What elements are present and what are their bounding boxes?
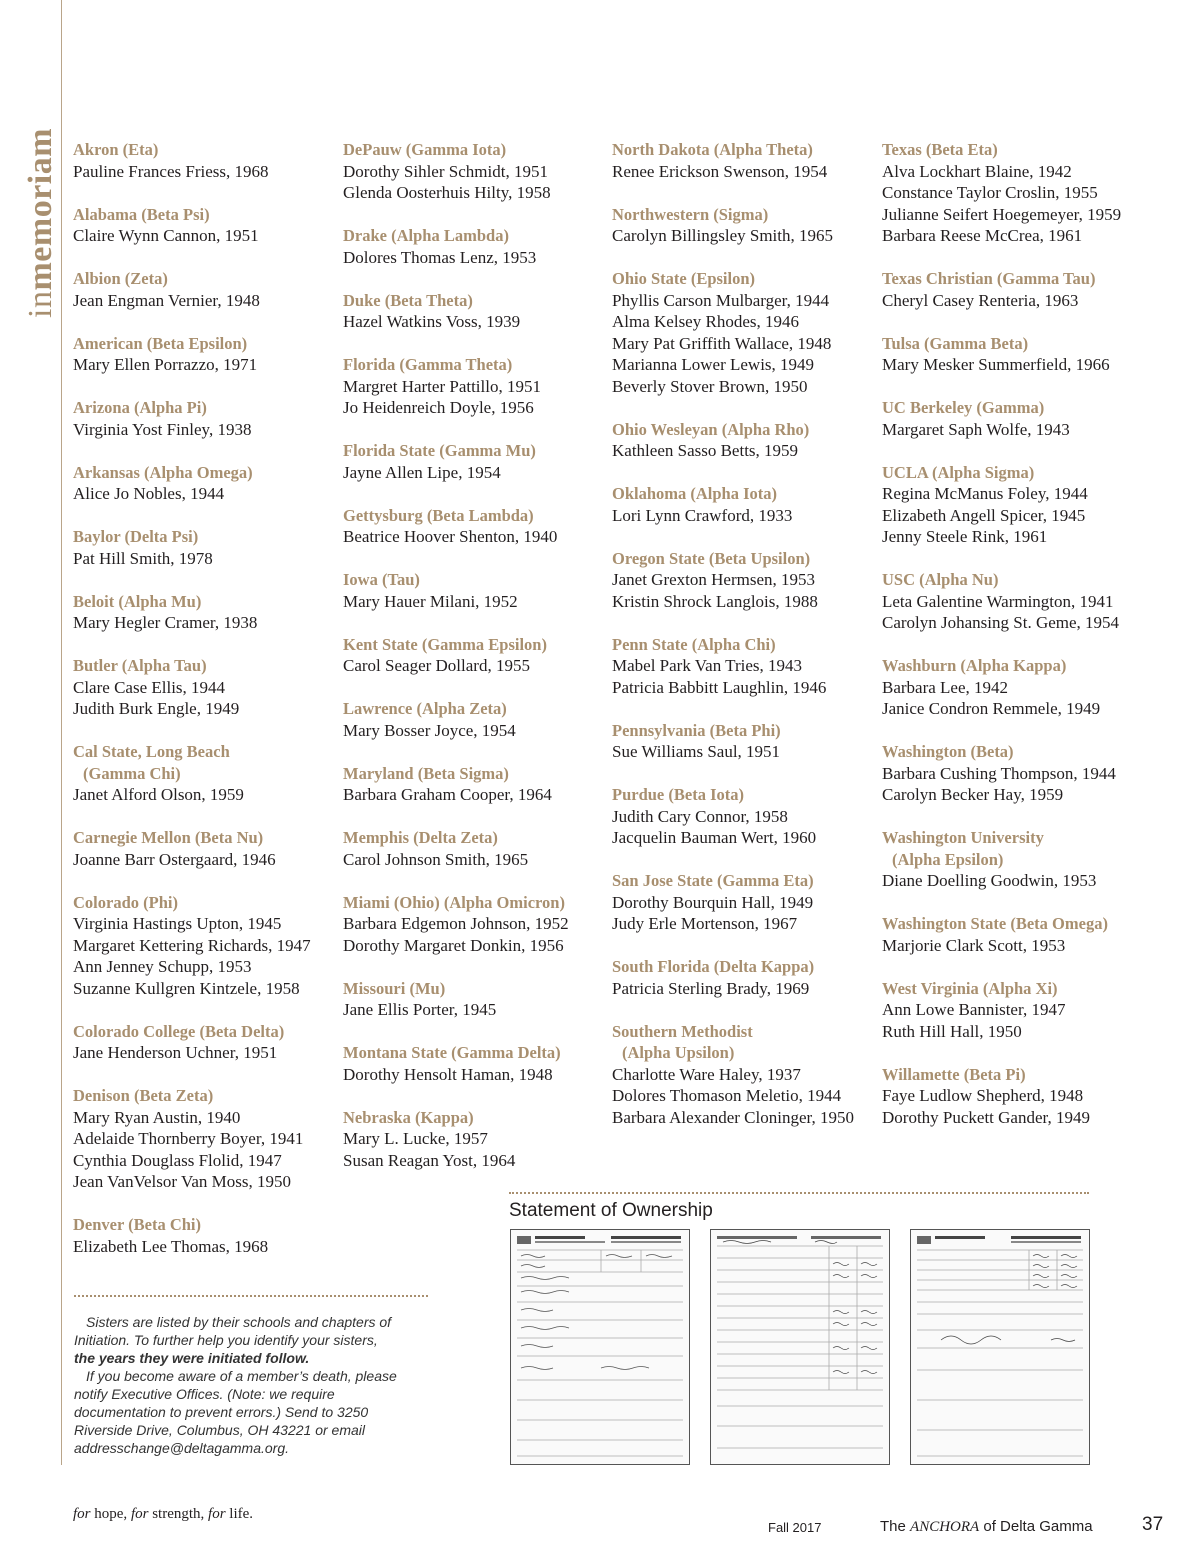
memorial-entry: [612, 634, 874, 699]
memorial-entry: [343, 1107, 605, 1172]
member-name: Alma Kelsey Rhodes, 1946: [612, 312, 799, 331]
memorial-entry: [882, 397, 1144, 440]
chapter-heading: Lawrence (Alpha Zeta): [343, 699, 507, 718]
memorial-entry: [343, 569, 605, 612]
memorial-entry: [882, 655, 1144, 720]
chapter-heading: Duke (Beta Theta): [343, 290, 473, 310]
memorial-entry: [343, 1042, 605, 1085]
chapter-heading: Washburn (Alpha Kappa): [882, 656, 1067, 675]
chapter-heading: American (Beta Epsilon): [73, 333, 248, 353]
memorial-entry: [612, 419, 874, 462]
chapter-heading-continued: (Alpha Epsilon): [892, 849, 1004, 869]
member-name: Janet Grexton Hermsen, 1953: [612, 570, 816, 589]
chapter-heading: Albion (Zeta): [73, 269, 168, 288]
member-name: Dolores Thomas Lenz, 1953: [343, 247, 537, 267]
chapter-heading: Missouri (Mu): [343, 978, 446, 998]
memorial-entry: [73, 1085, 335, 1193]
memorial-entry: [612, 139, 874, 182]
memorial-entry: [612, 483, 874, 526]
chapter-heading: Memphis (Delta Zeta): [343, 828, 498, 847]
memorial-entry: [73, 397, 335, 440]
memorial-entry: [882, 978, 1144, 1043]
member-name: Cheryl Casey Renteria, 1963: [882, 290, 1079, 310]
note-text-1: Sisters are listed by their schools and chapters of Initiation. To further help you identify your sisters,: [74, 1314, 392, 1348]
memorial-column-1: [73, 139, 335, 1279]
chapter-heading: Colorado (Phi): [73, 892, 178, 912]
member-name: Barbara Reese McCrea, 1961: [882, 226, 1083, 245]
memorial-entry: [612, 268, 874, 397]
memorial-entry: [612, 870, 874, 935]
member-name: Dorothy Margaret Donkin, 1956: [343, 935, 564, 955]
chapter-heading: Ohio Wesleyan (Alpha Rho): [612, 419, 810, 439]
chapter-heading: Washington University: [882, 828, 1044, 847]
member-name: Susan Reagan Yost, 1964: [343, 1150, 516, 1170]
memorial-entry: [612, 1021, 874, 1129]
member-name: Mary Pat Griffith Wallace, 1948: [612, 333, 832, 353]
chapter-heading: Purdue (Beta Iota): [612, 785, 744, 804]
member-name: Pat Hill Smith, 1978: [73, 548, 213, 568]
memorial-entry: [612, 784, 874, 849]
chapter-heading: DePauw (Gamma Iota): [343, 140, 507, 159]
member-name: Faye Ludlow Shepherd, 1948: [882, 1086, 1084, 1105]
member-name: Barbara Alexander Cloninger, 1950: [612, 1107, 854, 1127]
memorial-entry: [73, 268, 335, 311]
memorial-entry: [343, 225, 605, 268]
member-name: Adelaide Thornberry Boyer, 1941: [73, 1129, 304, 1148]
memorial-entry: [882, 569, 1144, 634]
chapter-heading: Maryland (Beta Sigma): [343, 763, 509, 783]
chapter-heading: Willamette (Beta Pi): [882, 1064, 1026, 1084]
member-name: Mabel Park Van Tries, 1943: [612, 656, 802, 675]
memorial-column-3: [612, 139, 874, 1150]
member-name: Hazel Watkins Voss, 1939: [343, 312, 521, 331]
member-name: Glenda Oosterhuis Hilty, 1958: [343, 183, 551, 202]
memorial-entry: [73, 1021, 335, 1064]
chapter-heading: Denison (Beta Zeta): [73, 1086, 214, 1105]
member-name: Dolores Thomason Meletio, 1944: [612, 1086, 842, 1105]
vertical-rule: [61, 0, 62, 1465]
chapter-heading: West Virginia (Alpha Xi): [882, 978, 1058, 998]
ownership-form-page-3: [910, 1229, 1090, 1465]
chapter-heading: Arkansas (Alpha Omega): [73, 462, 253, 482]
member-name: Marianna Lower Lewis, 1949: [612, 355, 815, 374]
chapter-heading-continued: (Alpha Upsilon): [622, 1043, 735, 1062]
chapter-heading: Pennsylvania (Beta Phi): [612, 720, 781, 740]
chapter-heading: Florida State (Gamma Mu): [343, 441, 536, 460]
member-name: Mary Ryan Austin, 1940: [73, 1107, 241, 1127]
member-name: Elizabeth Lee Thomas, 1968: [73, 1236, 269, 1256]
member-name: Mary Hauer Milani, 1952: [343, 591, 518, 611]
member-name: Claire Wynn Cannon, 1951: [73, 226, 259, 245]
member-name: Dorothy Sihler Schmidt, 1951: [343, 161, 548, 181]
member-name: Regina McManus Foley, 1944: [882, 484, 1088, 503]
memorial-entry: [882, 913, 1144, 956]
note-text-2: If you become aware of a member’s death, please notify Executive Offices. (Note: we require documentation to prevent errors.) Send to 3250 Riverside Drive, Columbus, OH 43221 or email addresschange@deltagamma.org.: [74, 1368, 397, 1456]
memorial-entry: [882, 333, 1144, 376]
chapter-heading: USC (Alpha Nu): [882, 570, 999, 589]
memorial-entry: [343, 440, 605, 483]
magazine-title-prefix: The: [880, 1518, 906, 1535]
chapter-heading: Butler (Alpha Tau): [73, 656, 207, 675]
member-name: Patricia Babbitt Laughlin, 1946: [612, 677, 827, 697]
member-name: Dorothy Hensolt Haman, 1948: [343, 1064, 553, 1084]
motto-word: strength,: [152, 1506, 205, 1522]
member-name: Barbara Graham Cooper, 1964: [343, 785, 552, 804]
member-name: Kathleen Sasso Betts, 1959: [612, 441, 799, 460]
memorial-entry: [612, 720, 874, 763]
magazine-title-name: ANCHORA: [910, 1519, 980, 1535]
chapter-heading: Carnegie Mellon (Beta Nu): [73, 828, 264, 847]
chapter-heading: Gettysburg (Beta Lambda): [343, 505, 534, 525]
chapter-heading: Miami (Ohio) (Alpha Omicron): [343, 892, 565, 912]
chapter-heading: Kent State (Gamma Epsilon): [343, 634, 547, 654]
memorial-entry: [882, 268, 1144, 311]
memorial-entry: [73, 333, 335, 376]
memorial-entry: [882, 827, 1144, 892]
member-name: Sue Williams Saul, 1951: [612, 742, 781, 761]
chapter-heading: Washington (Beta): [882, 742, 1014, 761]
footer-magazine-title: [880, 1518, 1093, 1536]
chapter-heading: Alabama (Beta Psi): [73, 204, 210, 224]
note-divider: [74, 1295, 428, 1297]
memorial-entry: [73, 526, 335, 569]
memorial-entry: [73, 591, 335, 634]
member-name: Carol Johnson Smith, 1965: [343, 849, 529, 869]
chapter-heading: Colorado College (Beta Delta): [73, 1021, 285, 1041]
member-name: Margret Harter Pattillo, 1951: [343, 376, 541, 396]
member-name: Judith Cary Connor, 1958: [612, 806, 788, 826]
footer-motto: [73, 1506, 253, 1523]
member-name: Ann Lowe Bannister, 1947: [882, 1000, 1066, 1019]
memorial-entry: [612, 204, 874, 247]
member-name: Janet Alford Olson, 1959: [73, 785, 244, 804]
member-name: Joanne Barr Ostergaard, 1946: [73, 849, 276, 869]
memorial-entry: [882, 139, 1144, 247]
member-name: Beverly Stover Brown, 1950: [612, 376, 808, 396]
member-name: Clare Case Ellis, 1944: [73, 677, 226, 697]
member-name: Charlotte Ware Haley, 1937: [612, 1064, 801, 1084]
chapter-heading: Drake (Alpha Lambda): [343, 226, 509, 245]
member-name: Julianne Seifert Hoegemeyer, 1959: [882, 204, 1122, 224]
memorial-entry: [343, 505, 605, 548]
member-name: Pauline Frances Friess, 1968: [73, 161, 269, 181]
chapter-heading: Oklahoma (Alpha Iota): [612, 484, 778, 503]
member-name: Carolyn Johansing St. Geme, 1954: [882, 613, 1120, 632]
statement-divider: [509, 1192, 1089, 1194]
memorial-entry: [343, 698, 605, 741]
memorial-entry: [612, 548, 874, 613]
member-name: Judith Burk Engle, 1949: [73, 699, 240, 718]
chapter-heading: Penn State (Alpha Chi): [612, 634, 776, 654]
member-name: Carolyn Becker Hay, 1959: [882, 785, 1064, 804]
member-name: Patricia Sterling Brady, 1969: [612, 978, 810, 998]
chapter-heading: Florida (Gamma Theta): [343, 355, 513, 374]
chapter-heading: Beloit (Alpha Mu): [73, 591, 202, 611]
chapter-heading-continued: (Gamma Chi): [83, 763, 181, 783]
member-name: Elizabeth Angell Spicer, 1945: [882, 505, 1086, 525]
memorial-entry: [73, 139, 335, 182]
statement-of-ownership-title: Statement of Ownership: [509, 1200, 713, 1221]
member-name: Dorothy Bourquin Hall, 1949: [612, 892, 814, 912]
memorial-entry: [612, 956, 874, 999]
chapter-heading: San Jose State (Gamma Eta): [612, 871, 814, 890]
member-name: Cynthia Douglass Flolid, 1947: [73, 1150, 282, 1170]
memorial-entry: [73, 1214, 335, 1257]
member-name: Jenny Steele Rink, 1961: [882, 527, 1048, 546]
member-name: Barbara Cushing Thompson, 1944: [882, 763, 1116, 783]
memorial-entry: [73, 204, 335, 247]
member-name: Margaret Saph Wolfe, 1943: [882, 419, 1070, 439]
member-name: Suzanne Kullgren Kintzele, 1958: [73, 978, 300, 998]
chapter-heading: North Dakota (Alpha Theta): [612, 140, 813, 159]
member-name: Jacquelin Bauman Wert, 1960: [612, 828, 817, 847]
member-name: Ann Jenney Schupp, 1953: [73, 957, 252, 976]
magazine-title-suffix: of Delta Gamma: [983, 1518, 1093, 1535]
ownership-form-page-1: [510, 1229, 690, 1465]
member-name: Renee Erickson Swenson, 1954: [612, 161, 828, 181]
member-name: Jo Heidenreich Doyle, 1956: [343, 398, 534, 417]
initiation-note: [74, 1313, 424, 1457]
member-name: Judy Erle Mortenson, 1967: [612, 914, 798, 933]
memorial-entry: [73, 655, 335, 720]
memorial-entry: [73, 741, 335, 806]
chapter-heading: Ohio State (Epsilon): [612, 269, 756, 288]
chapter-heading: Baylor (Delta Psi): [73, 527, 199, 546]
member-name: Beatrice Hoover Shenton, 1940: [343, 527, 558, 546]
chapter-heading: UC Berkeley (Gamma): [882, 398, 1045, 417]
chapter-heading: Southern Methodist: [612, 1021, 753, 1041]
memorial-entry: [343, 892, 605, 957]
member-name: Kristin Shrock Langlois, 1988: [612, 591, 818, 611]
memorial-entry: [343, 978, 605, 1021]
memorial-column-4: [882, 139, 1144, 1150]
motto-word: for: [130, 1506, 149, 1522]
memorial-entry: [882, 1064, 1144, 1129]
member-name: Jane Ellis Porter, 1945: [343, 1000, 497, 1019]
memorial-entry: [882, 462, 1144, 548]
chapter-heading: Washington State (Beta Omega): [882, 914, 1108, 933]
memorial-entry: [73, 892, 335, 1000]
chapter-heading: Northwestern (Sigma): [612, 204, 769, 224]
chapter-heading: Montana State (Gamma Delta): [343, 1043, 561, 1062]
member-name: Barbara Edgemon Johnson, 1952: [343, 914, 569, 933]
member-name: Alice Jo Nobles, 1944: [73, 484, 225, 503]
memorial-column-2: [343, 139, 605, 1193]
page-number: 37: [1142, 1514, 1164, 1535]
motto-word: life.: [229, 1506, 254, 1522]
member-name: Ruth Hill Hall, 1950: [882, 1021, 1022, 1041]
section-title-main: memoriam: [22, 127, 59, 291]
member-name: Jean Engman Vernier, 1948: [73, 290, 260, 310]
motto-word: for: [208, 1506, 226, 1522]
footer-issue-season: Fall 2017: [768, 1520, 822, 1535]
member-name: Jayne Allen Lipe, 1954: [343, 462, 501, 482]
member-name: Mary L. Lucke, 1957: [343, 1129, 488, 1148]
chapter-heading: Denver (Beta Chi): [73, 1215, 202, 1234]
member-name: Constance Taylor Croslin, 1955: [882, 183, 1098, 202]
member-name: Alva Lockhart Blaine, 1942: [882, 161, 1072, 181]
member-name: Janice Condron Remmele, 1949: [882, 699, 1101, 718]
member-name: Virginia Yost Finley, 1938: [73, 419, 252, 439]
memorial-entry: [343, 139, 605, 204]
chapter-heading: Akron (Eta): [73, 140, 159, 159]
member-name: Mary Ellen Porrazzo, 1971: [73, 355, 258, 374]
member-name: Leta Galentine Warmington, 1941: [882, 591, 1114, 611]
member-name: Mary Bosser Joyce, 1954: [343, 720, 516, 740]
member-name: Phyllis Carson Mulbarger, 1944: [612, 290, 830, 310]
memorial-entry: [882, 741, 1144, 806]
member-name: Dorothy Puckett Gander, 1949: [882, 1107, 1091, 1127]
motto-word: for: [73, 1506, 91, 1522]
member-name: Diane Doelling Goodwin, 1953: [882, 871, 1097, 890]
memorial-entry: [343, 290, 605, 333]
member-name: Jane Henderson Uchner, 1951: [73, 1043, 278, 1062]
memorial-entry: [73, 462, 335, 505]
chapter-heading: South Florida (Delta Kappa): [612, 957, 815, 976]
member-name: Carolyn Billingsley Smith, 1965: [612, 226, 834, 245]
member-name: Barbara Lee, 1942: [882, 677, 1009, 697]
chapter-heading: Arizona (Alpha Pi): [73, 398, 207, 417]
memorial-entry: [343, 827, 605, 870]
memorial-entry: [343, 354, 605, 419]
member-name: Virginia Hastings Upton, 1945: [73, 914, 282, 933]
member-name: Lori Lynn Crawford, 1933: [612, 505, 793, 525]
chapter-heading: Texas (Beta Eta): [882, 140, 998, 159]
member-name: Mary Hegler Cramer, 1938: [73, 613, 258, 632]
memorial-entry: [343, 634, 605, 677]
memorial-entry: [73, 827, 335, 870]
chapter-heading: Cal State, Long Beach: [73, 742, 230, 761]
chapter-heading: Tulsa (Gamma Beta): [882, 333, 1029, 353]
chapter-heading: Texas Christian (Gamma Tau): [882, 269, 1096, 288]
memorial-entry: [343, 763, 605, 806]
member-name: Jean VanVelsor Van Moss, 1950: [73, 1172, 292, 1191]
chapter-heading: Iowa (Tau): [343, 570, 420, 589]
section-title-in-memoriam: [22, 108, 59, 318]
note-emphasis: the years they were initiated follow.: [74, 1350, 310, 1366]
chapter-heading: UCLA (Alpha Sigma): [882, 462, 1035, 482]
ownership-form-page-2: [710, 1229, 890, 1465]
member-name: Margaret Kettering Richards, 1947: [73, 935, 311, 955]
member-name: Carol Seager Dollard, 1955: [343, 656, 530, 675]
chapter-heading: Oregon State (Beta Upsilon): [612, 548, 811, 568]
member-name: Mary Mesker Summerfield, 1966: [882, 355, 1110, 374]
section-title-prefix: in: [22, 290, 59, 318]
motto-word: hope,: [94, 1506, 128, 1522]
chapter-heading: Nebraska (Kappa): [343, 1107, 474, 1127]
member-name: Marjorie Clark Scott, 1953: [882, 935, 1066, 955]
